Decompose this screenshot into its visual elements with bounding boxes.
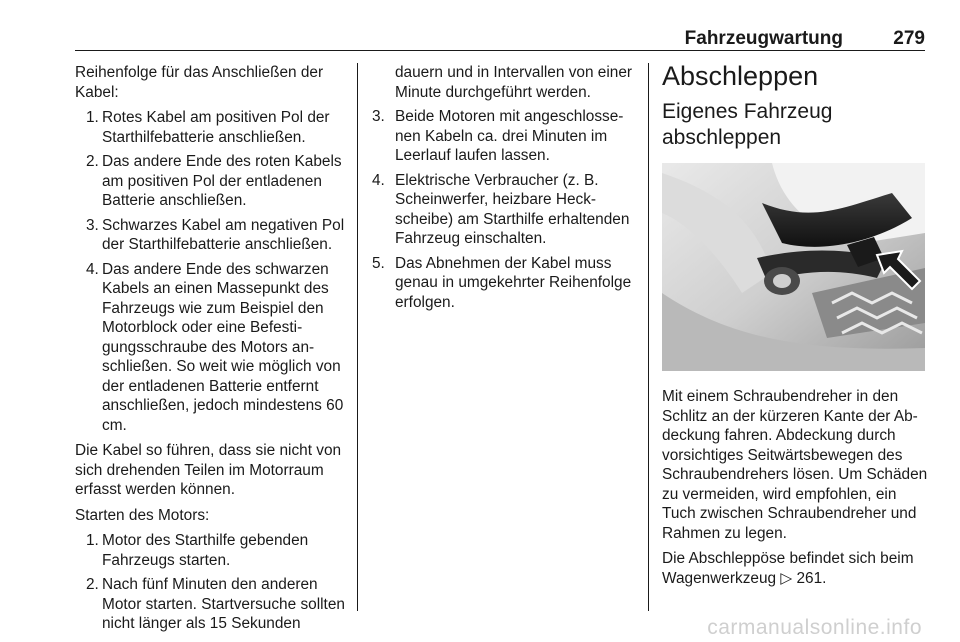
- list-item: 1. Rotes Kabel am positiven Pol der Starthilfebatterie anschließen.: [86, 109, 330, 146]
- intro-text: Reihenfolge für das Anschließen der Kabel:: [75, 64, 324, 101]
- section-heading: Abschleppen: [662, 61, 819, 91]
- page-header: [75, 28, 925, 51]
- subsection-heading: Eigenes Fahrzeug abschleppen: [662, 100, 833, 149]
- connect-steps: [75, 108, 345, 435]
- list-item: 4. Das andere Ende des schwarzen Kabels an einen Massepunkt des Fahrzeugs wie zum Beispiel den Motorblock oder eine Befestigungsschraube des Motors anschließen. So weit wie möglich von der entladenen Batterie entfernt anschließen, jedoch mindestens 60 cm.: [86, 260, 344, 434]
- page-number: 279: [893, 28, 925, 49]
- section-title: Fahrzeugwartung: [684, 28, 843, 49]
- bumper-photo: [662, 163, 925, 371]
- list-item: 1. Motor des Starthilfe gebenden Fahrzeugs starten.: [86, 532, 309, 569]
- tow-eye-location: Die Abschleppöse befindet sich beim Wagenwerkzeug ▷ 261.: [662, 550, 914, 587]
- list-item: 4. Elektrische Verbraucher (z. B. Scheinwerfer, heizbare Heckscheibe) am Starthilfe erhaltenden Fahrzeug einschalten.: [372, 171, 630, 247]
- removal-instructions: Mit einem Schraubendreher in den Schlitz an der kürzeren Kante der Abdeckung fahren. Abdeckung durch vorsichtiges Seitwärtsbewegen des Schraubendrehers lösen. Um Schäden zu vermeiden, wird empfohlen, ein Tuch zwischen Schraubendreher und Rahmen zu legen.: [662, 388, 928, 542]
- start-steps-continued: [372, 107, 636, 312]
- column-1: [75, 63, 345, 640]
- list-item: 2. Nach fünf Minuten den anderen Motor starten. Startversuche sollten nicht länger als 15 Sekunden: [86, 576, 345, 632]
- column-3: [662, 63, 928, 594]
- cable-routing-text: Die Kabel so führen, dass sie nicht von sich drehenden Teilen im Motorraum erfasst werden können.: [75, 442, 342, 498]
- list-item: 2. Das andere Ende des roten Kabels am positiven Pol der entladenen Batterie anschließen.: [86, 153, 342, 209]
- list-item: 3. Schwarzes Kabel am negativen Pol der Starthilfebatterie anschließen.: [86, 216, 345, 253]
- start-steps: [75, 531, 345, 634]
- continued-text: dauern und in Intervallen von einer Minute durchgeführt werden.: [395, 64, 633, 101]
- page-ref-arrow-icon: ▷: [780, 569, 793, 587]
- column-divider: [357, 63, 358, 611]
- column-2: [372, 63, 636, 318]
- page-reference-link[interactable]: 261.: [796, 569, 827, 587]
- column-divider: [648, 63, 649, 611]
- list-item: 3. Beide Motoren mit angeschlossenen Kabeln ca. drei Minuten im Leerlauf laufen lassen.: [372, 108, 624, 164]
- start-label: Starten des Motors:: [75, 506, 210, 524]
- watermark: carmanualsonline.info: [707, 616, 922, 639]
- list-item: 5. Das Abnehmen der Kabel muss genau in umgekehrter Reihenfolge erfolgen.: [372, 254, 632, 311]
